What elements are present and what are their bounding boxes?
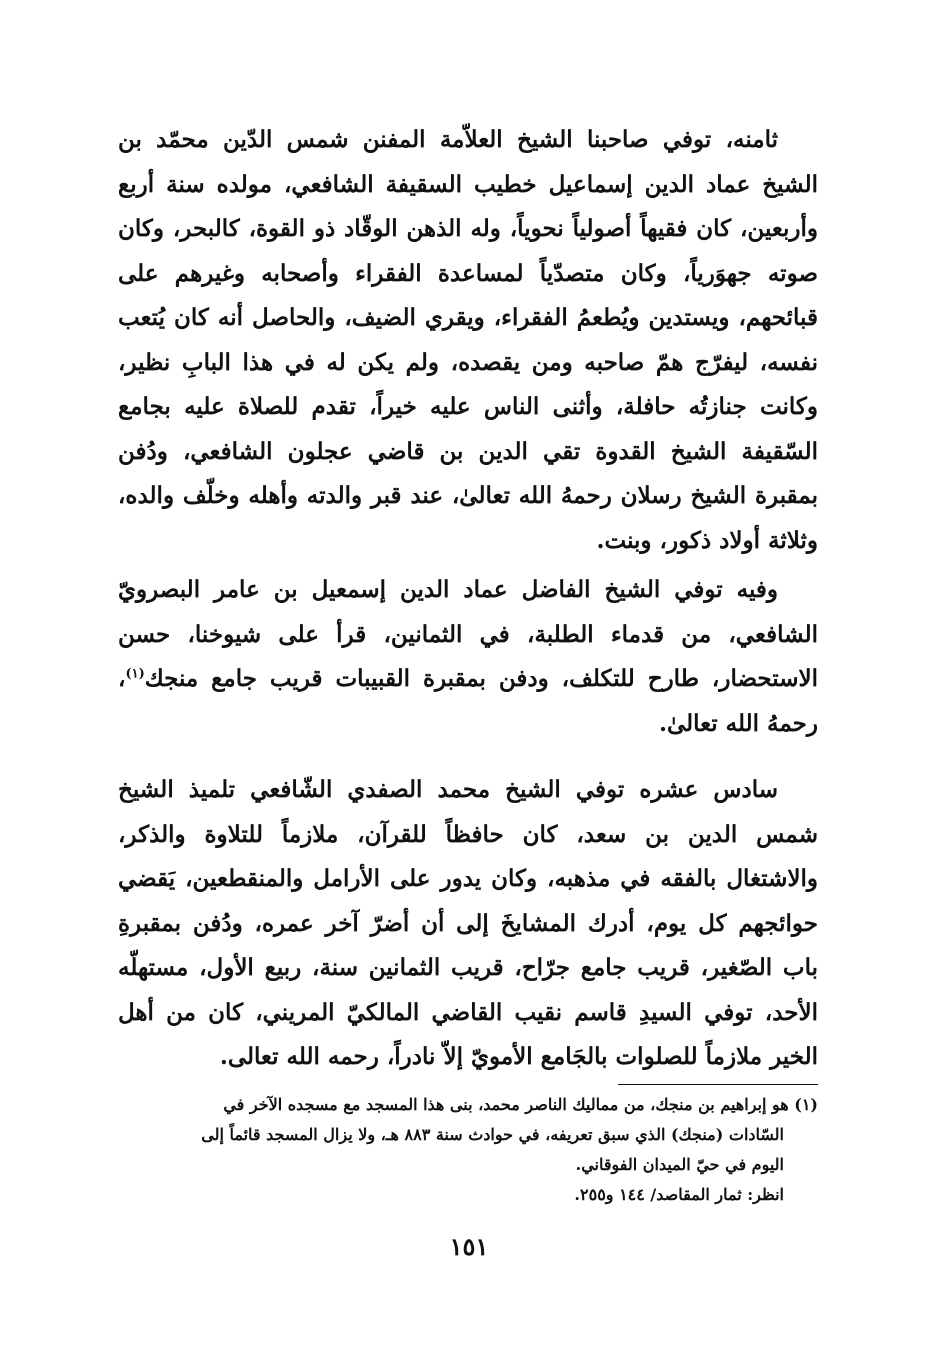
footnotes bbox=[118, 1090, 818, 1210]
paragraph-3 bbox=[118, 768, 818, 1080]
footnote-line-1: (١) هو إبراهيم بن منجك، من مماليك الناصر محمد، بنى هذا المسجد مع مسجده الآخر في bbox=[223, 1095, 818, 1114]
paragraph-2-text-end: ، رحمهُ الله تعالىٰ. bbox=[118, 665, 818, 737]
paragraph-3-text: سادس عشره توفي الشيخ محمد الصفدي الشّافعي تلميذ الشيخ شمس الدين بن سعد، كان حافظاً للقرآن، ملازماً للتلاوة والذكر، والاشتغال بالفقه في مذهبه، وكان يدور على الأرامل والمنقطعين، يَقضي حوائجهم كل يوم، أدرك المشايخَ إلى أن أضرّ آخر عمره، ودُفن بمقبرةِ باب الصّغير، قريب جامع جرّاح، قريب الثمانين سنة، ربيع الأول، مستهلّه الأحد، توفي السيدِ قاسم نقيب القاضي المالكيّ المريني، كان من أهل الخير ملازماً للصلوات بالجَامع الأمويّ إلاّ نادراً، رحمه الله تعالى. bbox=[118, 776, 819, 1070]
paragraph-2-text: وفيه توفي الشيخ الفاضل عماد الدين إسمعيل بن عامر البصرويّ الشافعي، من قدماء الطلبة، في الثمانين، قرأ على شيوخنا، حسن الاستحضار، طارح للتكلف، ودفن بمقبرة القبيبات قريب جامع منجك bbox=[118, 576, 818, 692]
paragraph-1-text: ثامنه، توفي صاحبنا الشيخ العلاّمة المفنن شمس الدّين محمّد بن الشيخ عماد الدين إسماعيل خطيب السقيفة الشافعي، مولده سنة أربع وأربعين، كان فقيهاً أصولياً نحوياً، وله الذهن الوقّاد ذو القوة، كالبحر، وكان صوته جهوَرياً، وكان متصدّياً لمساعدة الفقراء وأصحابه وغيرهم على قبائحهم، ويستدين ويُطعمُ الفقراء، ويقري الضيف، والحاصل أنه كان يُتعب نفسه، ليفرّج همّ صاحبه ومن يقصده، ولم يكن له في هذا البابِ نظير، وكانت جنازتُه حافلة، وأثنى الناس عليه خيراً، تقدم للصلاة عليه بجامع السّقيفة الشيخ القدوة تقي الدين بن قاضي عجلون الشافعي، ودُفن بمقبرة الشيخ رسلان رحمهُ الله تعالىٰ، عند قبر والدته وأهله وخلّف والده، وثلاثة أولاد ذكور، وبنت. bbox=[118, 126, 818, 554]
footnote-reference: (١) bbox=[125, 666, 145, 682]
paragraph-1 bbox=[118, 118, 818, 563]
paragraph-2 bbox=[118, 568, 818, 746]
footnote-separator bbox=[618, 1084, 818, 1085]
footnote-line-4: انظر: ثمار المقاصد/ ١٤٤ و٢٥٥. bbox=[574, 1185, 784, 1204]
footnote-line-3: اليوم في حيّ الميدان الفوقاني. bbox=[575, 1155, 784, 1174]
footnote-line-2: السّادات (منجك) الذي سبق تعريفه، في حوادث سنة ٨٨٣ هـ، ولا يزال المسجد قائماً إلى bbox=[201, 1125, 784, 1144]
page-number: ١٥١ bbox=[449, 1232, 489, 1261]
